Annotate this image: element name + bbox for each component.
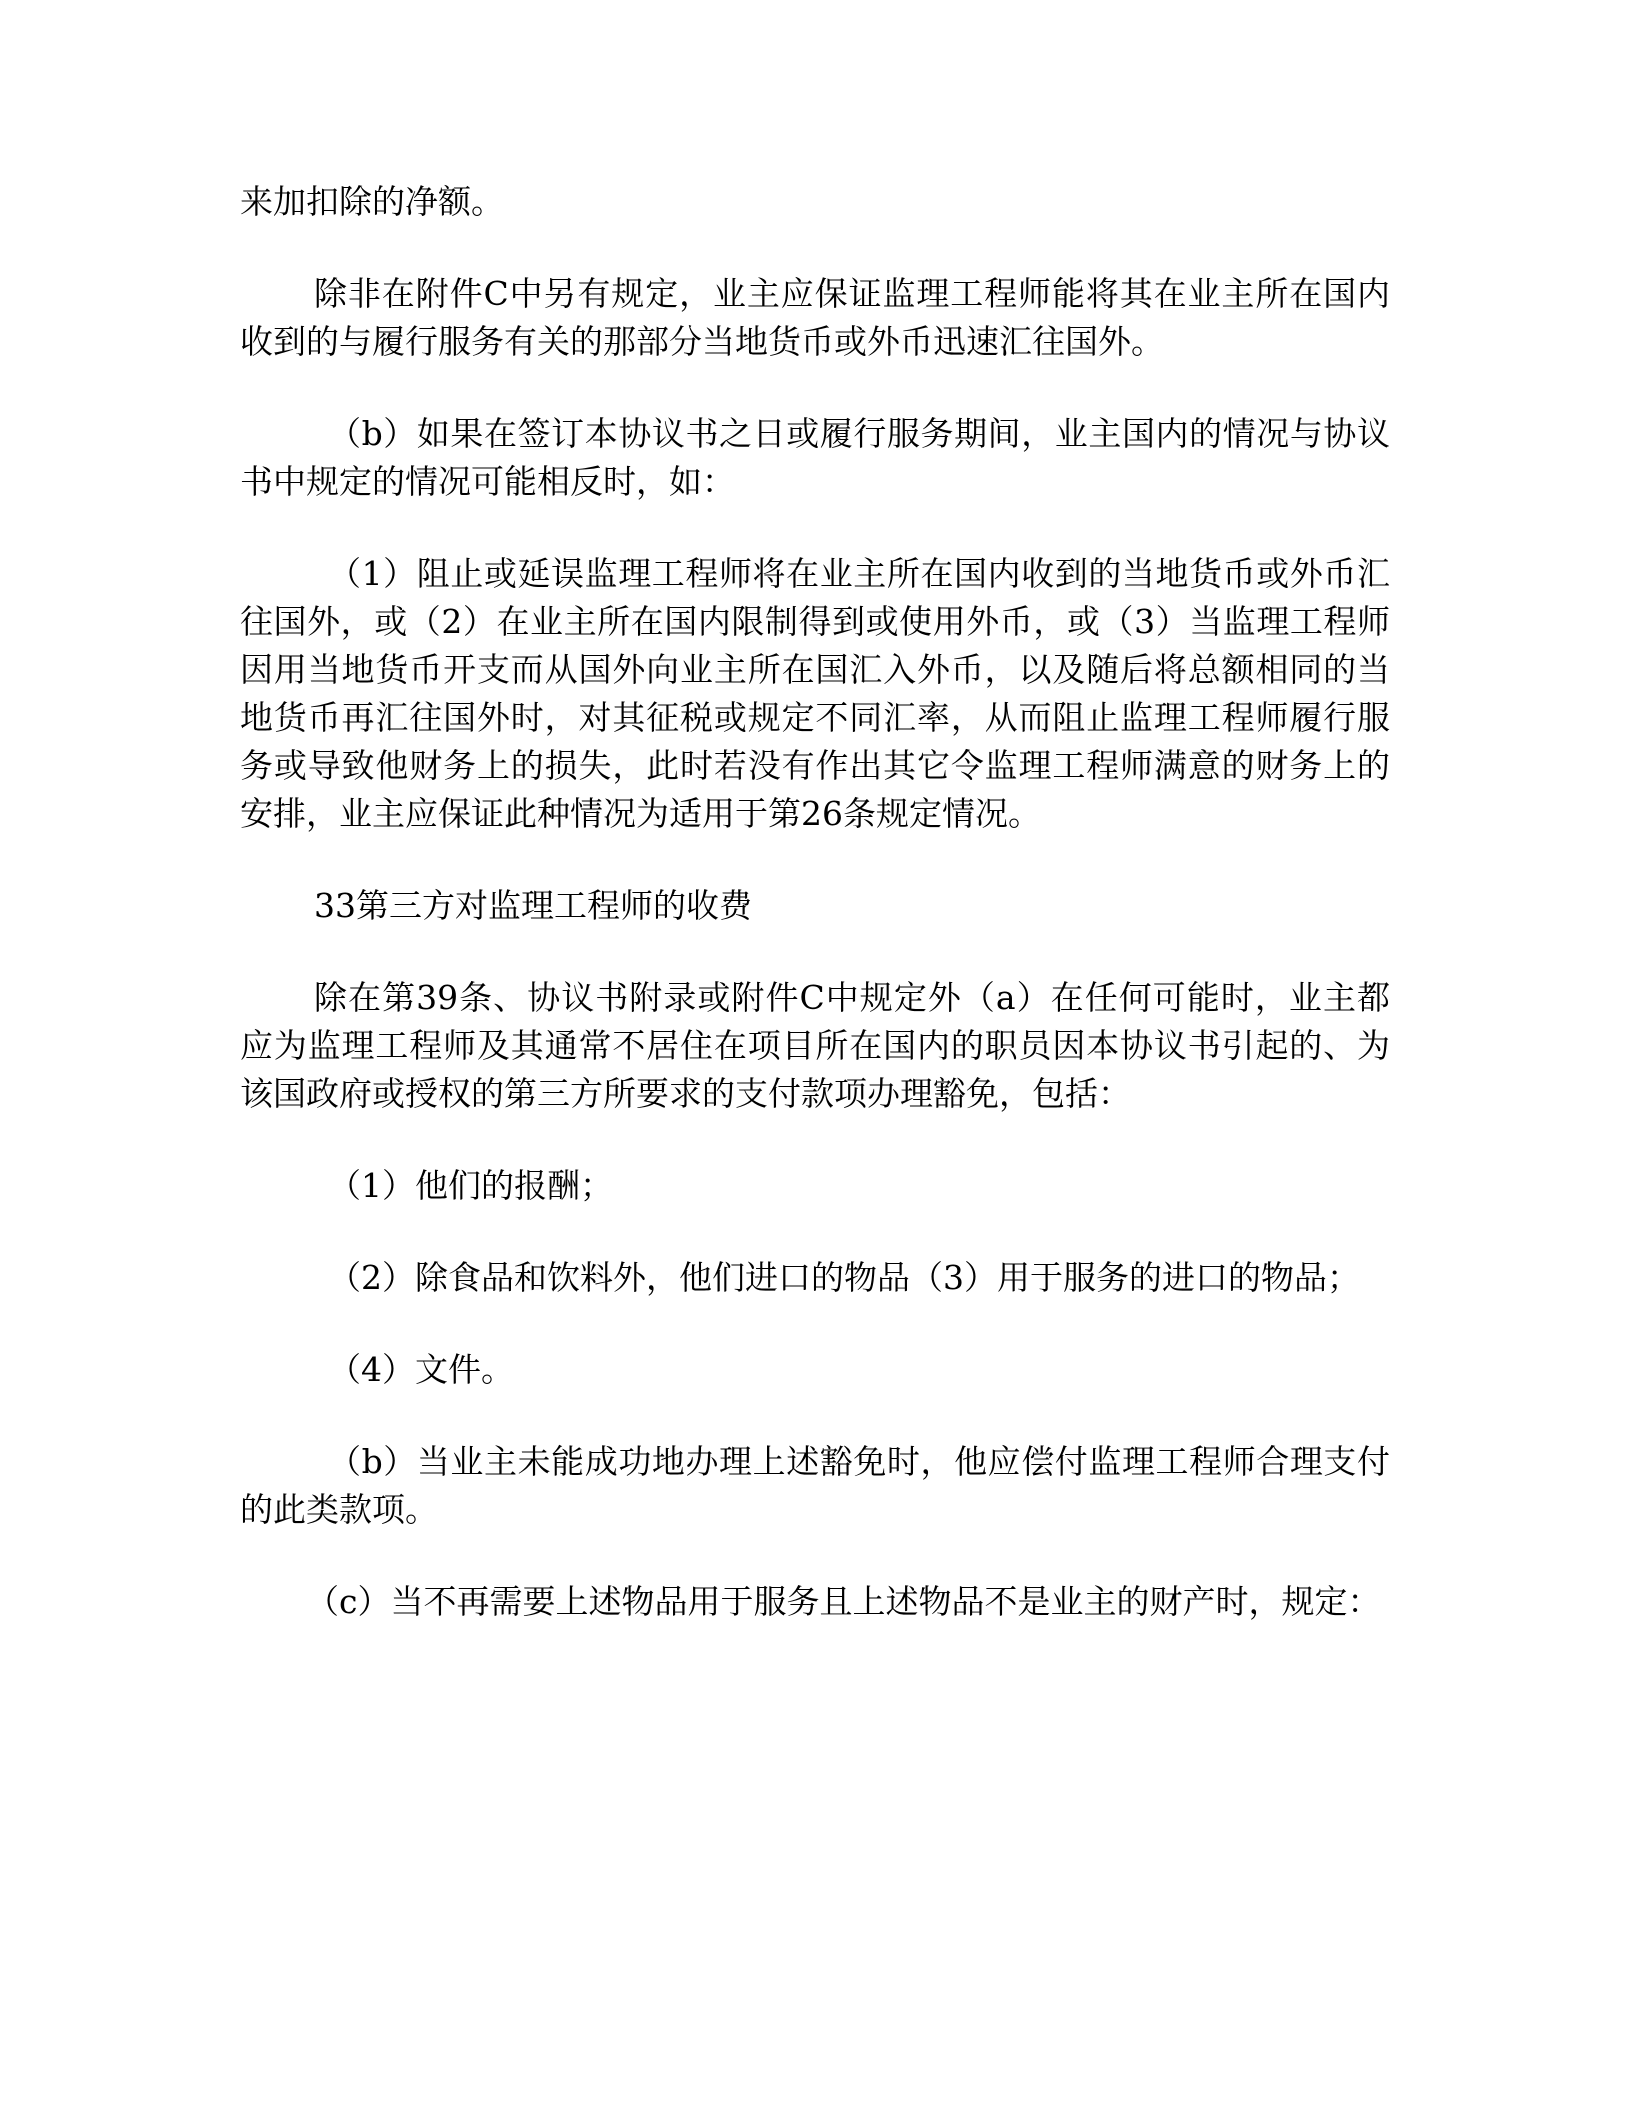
paragraph-clause-b-reimburse: （b）当业主未能成功地办理上述豁免时，他应偿付监理工程师合理支付的此类款项。 <box>240 1442 1390 1529</box>
document-page <box>240 178 1390 1626</box>
paragraph-gap <box>240 838 1390 882</box>
paragraph-gap <box>240 1118 1390 1162</box>
section-heading-33: 33第三方对监理工程师的收费 <box>314 886 752 925</box>
paragraph-clause-c: （c）当不再需要上述物品用于服务且上述物品不是业主的财产时，规定： <box>306 1582 1381 1621</box>
paragraph-currency-transfer: 除非在附件C中另有规定，业主应保证监理工程师能将其在业主所在国内收到的与履行服务有关的那部分当地货币或外币迅速汇往国外。 <box>240 274 1390 361</box>
paragraph-gap <box>240 1394 1390 1438</box>
paragraph-gap <box>240 226 1390 270</box>
paragraph-net-amount: 来加扣除的净额。 <box>240 182 504 221</box>
paragraph-conditions-list: （1）阻止或延误监理工程师将在业主所在国内收到的当地货币或外币汇往国外，或（2）在业主所在国内限制得到或使用外币，或（3）当监理工程师因用当地货币开支而从国外向业主所在国汇入外币，以及随后将总额相同的当地货币再汇往国外时，对其征税或规定不同汇率，从而阻止监理工程师履行服务或导致他财务上的损失，此时若没有作出其它令监理工程师满意的财务上的安排，业主应保证此种情况为适用于第26条规定情况。 <box>240 554 1390 833</box>
paragraph-exemption: 除在第39条、协议书附录或附件C中规定外（a）在任何可能时，业主都应为监理工程师及其通常不居住在项目所在国内的职员因本协议书引起的、为该国政府或授权的第三方所要求的支付款项办理豁免，包括： <box>240 978 1390 1113</box>
list-item-documents: （4）文件。 <box>328 1350 514 1389</box>
paragraph-gap <box>240 1302 1390 1346</box>
list-item-remuneration: （1）他们的报酬； <box>328 1166 613 1205</box>
paragraph-gap <box>240 930 1390 974</box>
paragraph-gap <box>240 506 1390 550</box>
paragraph-gap <box>240 366 1390 410</box>
paragraph-gap <box>240 1210 1390 1254</box>
list-item-imported-goods: （2）除食品和饮料外，他们进口的物品（3）用于服务的进口的物品； <box>328 1258 1360 1297</box>
paragraph-clause-b: （b）如果在签订本协议书之日或履行服务期间，业主国内的情况与协议书中规定的情况可能相反时，如： <box>240 414 1390 501</box>
paragraph-gap <box>240 1534 1390 1578</box>
